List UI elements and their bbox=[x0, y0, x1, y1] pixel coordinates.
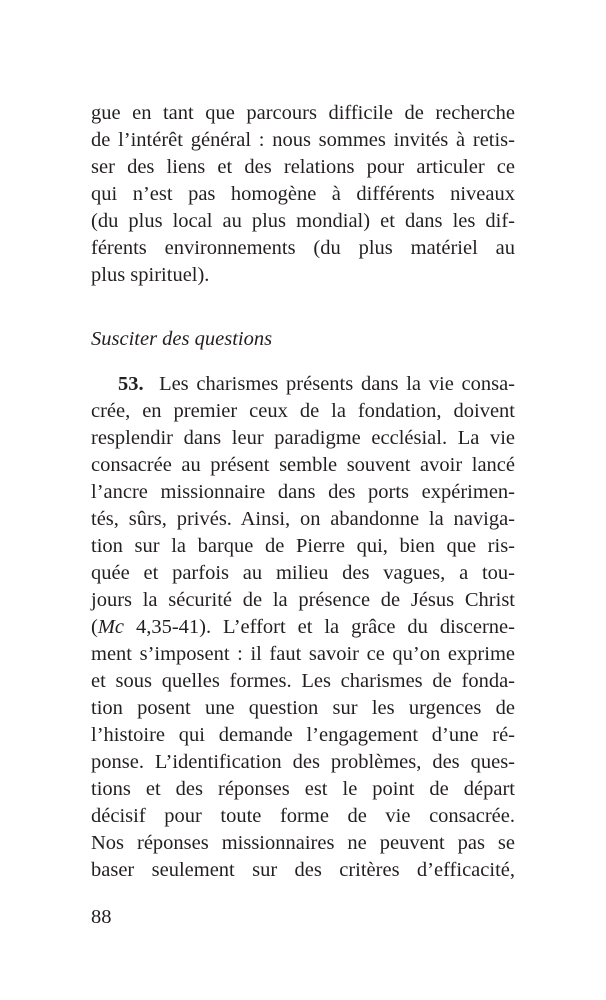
text-line-reference bbox=[91, 614, 515, 641]
text-line-first bbox=[118, 371, 515, 398]
text-line: Nos réponses missionnaires ne peuvent pas se bbox=[91, 832, 515, 854]
text-line: consacrée au présent semble souvent avoir lancé bbox=[91, 454, 515, 476]
text-line: baser seulement sur des critères d’efficacité, bbox=[91, 859, 515, 881]
text-line: ment s’imposent : il faut savoir ce qu’on exprime bbox=[91, 643, 515, 665]
text-line: resplendir dans leur paradigme ecclésial. La vie bbox=[91, 427, 515, 449]
text-line: férents environnements (du plus matériel au bbox=[91, 237, 515, 259]
text-line: plus spirituel). bbox=[91, 264, 210, 286]
page-number: 88 bbox=[91, 906, 112, 928]
text-line: qui n’est pas homogène à différents niveaux bbox=[91, 183, 515, 205]
text-line: tés, sûrs, privés. Ainsi, on abandonne la naviga- bbox=[91, 508, 515, 530]
text-span: Les charismes présents dans la vie consa- bbox=[159, 373, 516, 395]
text-line: l’ancre missionnaire dans des ports expérimen- bbox=[91, 481, 515, 503]
text-line: l’histoire qui demande l’engagement d’une ré- bbox=[91, 724, 515, 746]
text-line: et sous quelles formes. Les charismes de fonda- bbox=[91, 670, 515, 692]
text-line: quée et parfois au milieu des vagues, a tou- bbox=[91, 562, 515, 584]
text-line: de l’intérêt général : nous sommes invités à retis- bbox=[91, 129, 515, 151]
text-line: gue en tant que parcours difficile de recherche bbox=[91, 102, 515, 124]
section-heading: Susciter des questions bbox=[91, 328, 273, 350]
text-line: (du plus local au plus mondial) et dans les dif- bbox=[91, 210, 515, 232]
text-line: ponse. L’identification des problèmes, des ques- bbox=[91, 751, 515, 773]
scripture-book: Mc bbox=[97, 616, 125, 638]
text-line: tions et des réponses est le point de départ bbox=[91, 778, 515, 800]
text-line: tion posent une question sur les urgences de bbox=[91, 697, 515, 719]
paragraph-number: 53. bbox=[118, 373, 144, 395]
reference-open: ( bbox=[91, 616, 98, 638]
text-line: jours la sécurité de la présence de Jésus Christ bbox=[91, 589, 515, 611]
text-line: décisif pour toute forme de vie consacrée. bbox=[91, 805, 515, 827]
text-line: crée, en premier ceux de la fondation, doivent bbox=[91, 400, 515, 422]
text-line: ser des liens et des relations pour articuler ce bbox=[91, 156, 515, 178]
text-span: 4,35-41). L’effort et la grâce du discerne- bbox=[124, 616, 515, 638]
text-line: tion sur la barque de Pierre qui, bien que ris- bbox=[91, 535, 515, 557]
